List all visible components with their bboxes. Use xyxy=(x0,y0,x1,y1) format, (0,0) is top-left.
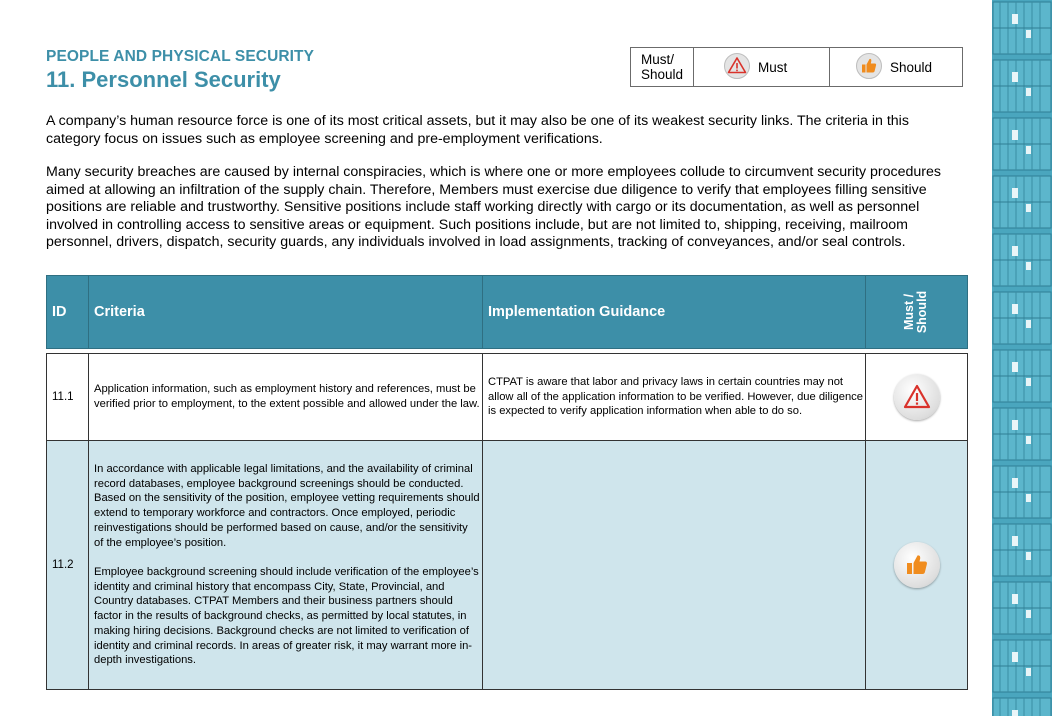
container-stack-image xyxy=(992,0,1052,716)
header-must-should xyxy=(866,276,968,349)
warning-triangle-icon xyxy=(894,374,940,420)
header-criteria: Criteria xyxy=(89,276,483,349)
header-must-should-line1: Must / xyxy=(902,293,917,330)
warning-triangle-icon xyxy=(724,53,750,82)
row-criteria-paragraph-1: In accordance with applicable legal limitations, and the availability of criminal record databases, employee background screenings should be conducted. Based on the sensitivity of the position, employee vetting requirements should extend to temporary workforce and contractors. Once employed, periodic reinvestigations should be performed based on cause, and/or the sensitivity of the employee’s position. xyxy=(94,463,480,549)
header-id: ID xyxy=(47,276,89,349)
row-level xyxy=(866,441,968,690)
row-id: 11.1 xyxy=(47,354,89,441)
criteria-table-header xyxy=(46,275,968,349)
criteria-table xyxy=(46,353,968,690)
intro-paragraph-2: Many security breaches are caused by internal conspiracies, which is where one or more employees collude to circumvent security procedures aimed at allowing an infiltration of the supply chain. Therefore, Members must exercise due diligence to verify that employees filling sensitive positions are reliable and trustworthy. Sensitive positions include staff working directly with cargo or its documentation, as well as personnel involved in controlling access to sensitive areas or equipment. Such positions include, but are not limited to, shipping, receiving, mailroom personnel, drivers, dispatch, security guards, any individuals involved in load assignments, tracking of conveyances, and/or seal controls. xyxy=(46,164,942,250)
legend-label-line2: Should xyxy=(641,67,684,82)
thumbs-up-icon xyxy=(894,542,940,588)
row-guidance: CTPAT is aware that labor and privacy laws in certain countries may not allow all of the application information to be verified. However, due diligence is expected to verify application information when able to do so. xyxy=(483,354,866,441)
legend-should xyxy=(830,48,962,86)
row-guidance xyxy=(483,441,866,690)
legend-label-line1: Must/ xyxy=(641,52,675,67)
table-row xyxy=(47,354,968,441)
must-should-legend xyxy=(630,47,963,87)
row-criteria-paragraph-2: Employee background screening should include verification of the employee’s identity and criminal history that encompass City, State, Provincial, and Country databases. CTPAT Members and their business partners should factor in the results of background checks, as permitted by local statutes, in making hiring decisions. Background checks are not limited to verification of identity and criminal records. In areas of greater risk, it may warrant more in-depth investigations. xyxy=(94,565,479,667)
row-criteria xyxy=(89,441,483,690)
row-id: 11.2 xyxy=(47,441,89,690)
legend-label xyxy=(631,48,694,86)
legend-should-label: Should xyxy=(890,59,933,75)
intro-paragraph-1: A company’s human resource force is one of its most critical assets, but it may also be one of its weakest security links. The criteria in this category focus on issues such as employee screening and pre-employment verifications. xyxy=(46,113,909,147)
header-row xyxy=(47,276,968,349)
page-title: 11. Personnel Security xyxy=(46,67,281,92)
header-guidance: Implementation Guidance xyxy=(483,276,866,349)
thumbs-up-icon xyxy=(856,53,882,82)
row-criteria: Application information, such as employment history and references, must be verified prior to employment, to the extent possible and allowed under the law. xyxy=(89,354,483,441)
header-must-should-line2: Should xyxy=(915,290,930,333)
legend-must-label: Must xyxy=(758,59,788,75)
row-level xyxy=(866,354,968,441)
legend-must xyxy=(694,48,830,86)
table-row xyxy=(47,441,968,690)
section-label: PEOPLE AND PHYSICAL SECURITY xyxy=(46,48,315,65)
